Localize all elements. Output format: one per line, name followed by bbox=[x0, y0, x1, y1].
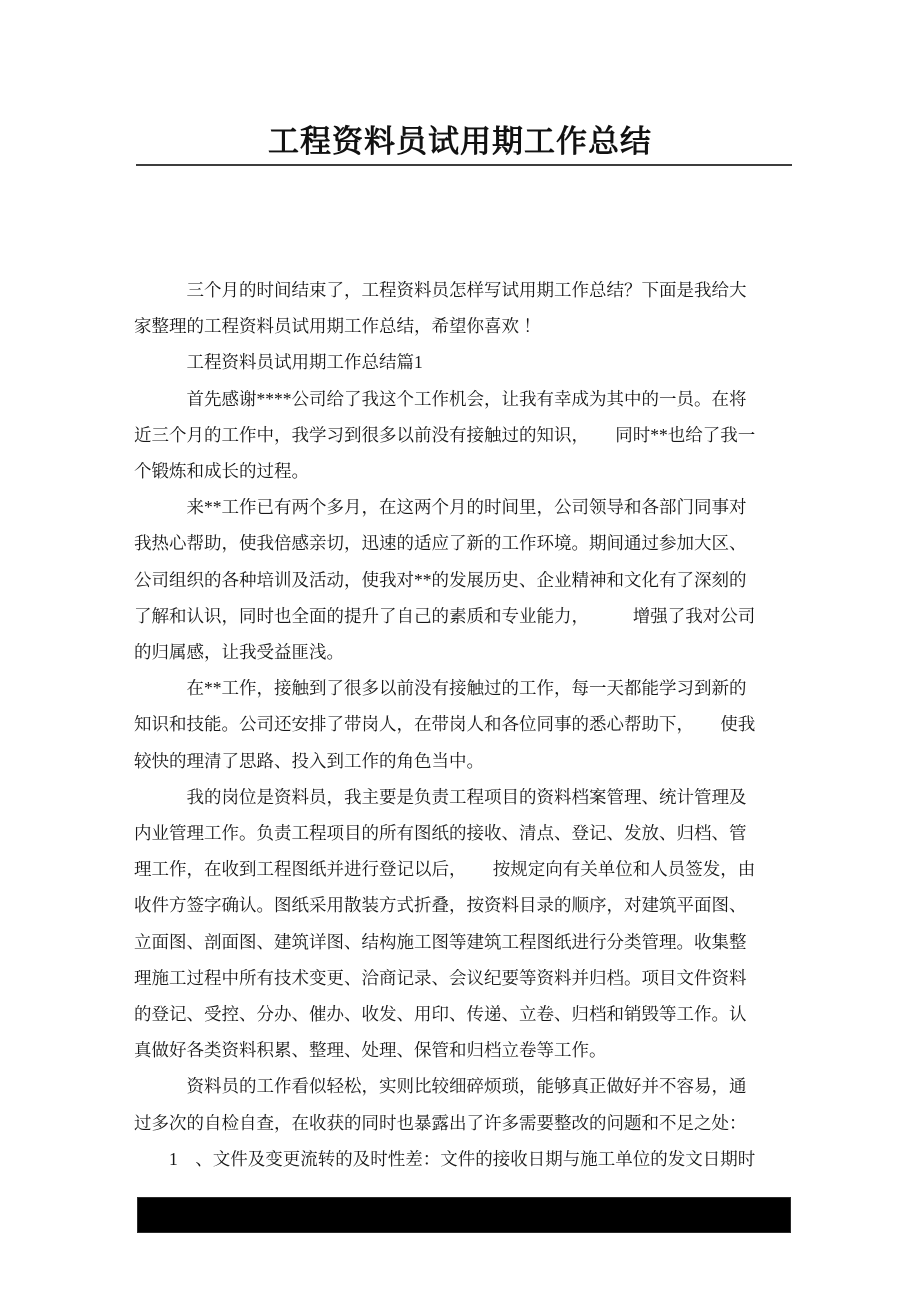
title-divider-line bbox=[136, 164, 792, 166]
section-heading: 工程资料员试用期工作总结篇1 bbox=[186, 352, 423, 373]
intro-paragraph: 三个月的时间结束了，工程资料员怎样写试用期工作总结？下面是我给大家整理的工程资料员试用期工作总结，希望你喜欢 ！ bbox=[134, 280, 747, 337]
list-item-1: 1 、文件及变更流转的及时性差：文件的接收日期与施工单位的发文日期时 bbox=[169, 1148, 756, 1169]
paragraph-two-months: 来**工作已有两个多月，在这两个月的时间里，公司领导和各部门同事对我热心帮助，使我倍感亲切，迅速的适应了新的工作环境。期间通过参加大区、公司组织的各种培训及活动，使我对**的发展历史、企业精神和文化有了深刻的了解和认识，同时也全面的提升了自己的素质和专业能力， 增强了我对公司的归属感，让我受益匪浅。 bbox=[134, 497, 756, 663]
document-body bbox=[134, 272, 758, 1177]
paragraph-job-duties: 我的岗位是资料员，我主要是负责工程项目的资料档案管理、统计管理及内业管理工作。负责工程项目的所有图纸的接收、清点、登记、发放、归档、管理工作，在收到工程图纸并进行登记以后， 按规定向有关单位和人员签发，由收件方签字确认。图纸采用散装方式折叠，按资料目录的顺序，对建筑平面图、立面图、剖面图、建筑详图、结构施工图等建筑工程图纸进行分类管理。收集整理施工过程中所有技术变更、洽商记录、会议纪要等资料并归档。项目文件资料的登记、受控、分办、催办、收发、用印、传递、立卷、归档和销毁等工作。认真做好各类资料积累、整理、处理、保管和归档立卷等工作。 bbox=[134, 786, 756, 1061]
document-title: 工程资料员试用期工作总结 bbox=[268, 124, 652, 159]
paragraph-new-skills: 在**工作，接触到了很多以前没有接触过的工作，每一天都能学习到新的知识和技能。公司还安排了带岗人，在带岗人和各位同事的悉心帮助下， 使我较快的理清了思路、投入到工作的角色当中。 bbox=[134, 678, 756, 771]
paragraph-self-review: 资料员的工作看似轻松，实则比较细碎烦琐，能够真正做好并不容易，通过多次的自检自查，在收获的同时也暴露出了许多需要整改的问题和不足之处： bbox=[134, 1076, 747, 1133]
redaction-bar bbox=[137, 1197, 791, 1233]
paragraph-thanks: 首先感谢****公司给了我这个工作机会，让我有幸成为其中的一员。在将近三个月的工作中，我学习到很多以前没有接触过的知识， 同时**也给了我一个锻炼和成长的过程。 bbox=[134, 388, 756, 482]
